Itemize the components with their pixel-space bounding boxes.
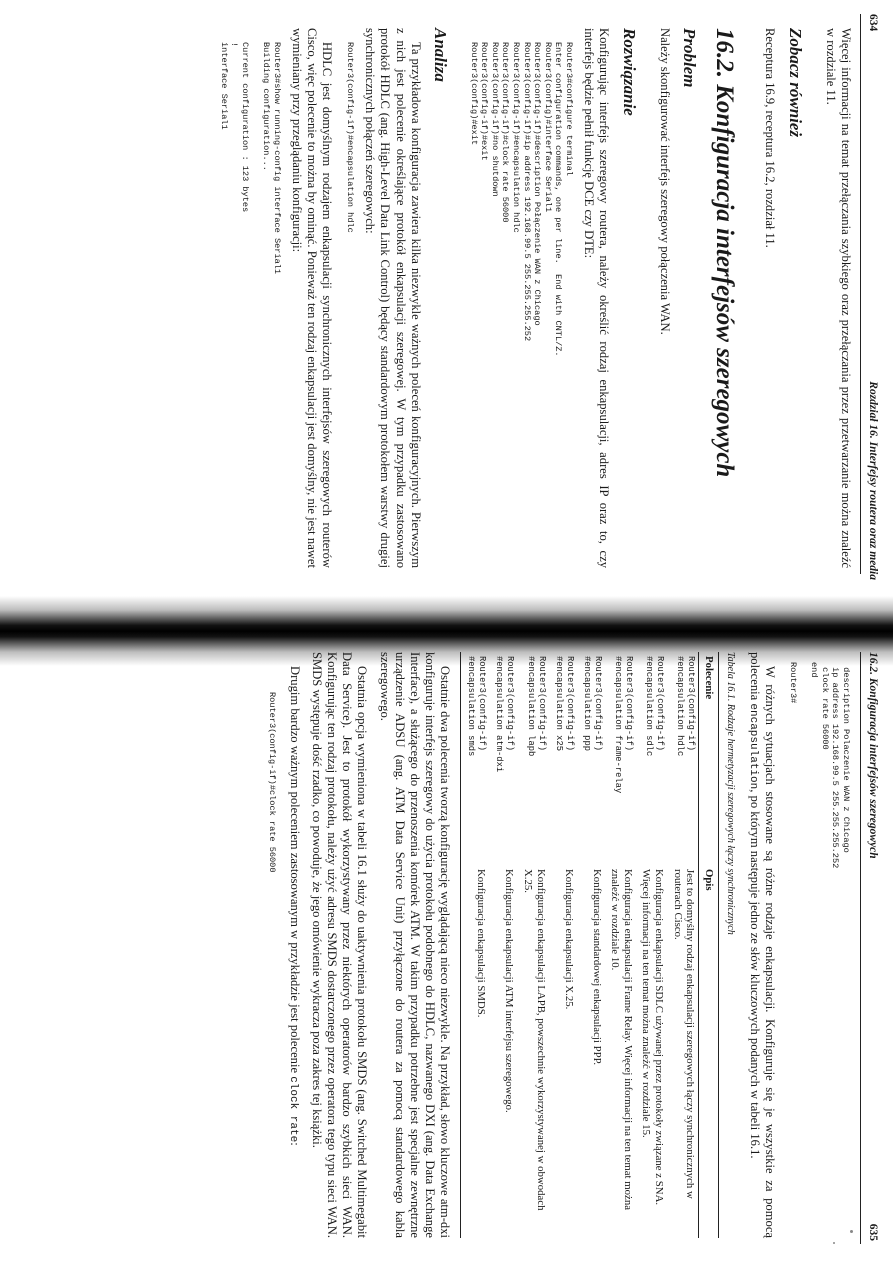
table-cell-description: Konfiguracja enkapsulacji X.25.: [562, 869, 575, 1010]
solution-text: Konfigurując interfejs szeregowy routera, należy określić rodzaj enkapsulacji, adres IP oraz to, czy interfejs będzie pełnił funkcję DCE czy DTE:: [582, 28, 612, 568]
right-page: [0, 640, 893, 1263]
table-cell-description: Konfiguracja enkapsulacji SMDS.: [461, 865, 490, 1238]
table-cell-description: Konfiguracja enkapsulacji SDLC używanej przez protokoły związane z SNA. Więcej informacji na ten temat można znaleźć w rozdziale 15.: [640, 869, 666, 1206]
table-header-command: Polecenie: [699, 652, 719, 865]
left-page-number: 634: [867, 14, 879, 32]
table-cell-description: Konfiguracja enkapsulacji LAPB, powszechnie wykorzystywanej w obwodach X.25.: [522, 869, 547, 1211]
table-header-row: [699, 652, 719, 1238]
analysis-code-2: Router3#show running-config interface Serial1 Building configuration... Current configuration : 123 bytes ! interface Serial1: [218, 42, 282, 275]
analysis-code-1: Router3(config-if)#encapsulation hdlc: [345, 42, 356, 233]
table-cell-command: Router3(config-if) #encapsulation sdlc: [644, 656, 666, 757]
right-paragraph-3: Ostatnia opcja wymieniona w tabeli 16.1 służy do uaktywnienia protokołu SMDS (ang. Switched Multimegabit Data Service). Jest to protokół wykorzystywany przez niektórych operatorów bardzo szybkich sieci WAN. Konfigurując ten rodzaj protokołu, należy użyć adresu SMDS dostarczonego przez operatora tego typu sieci WAN. SMDS występuje dość rzadko, co powoduje, że jego omówienie wykracza poza zakres tej książki.: [309, 652, 370, 1238]
table-cell-command: Router3(config-if) #encapsulation ppp: [581, 656, 603, 752]
problem-heading: Problem: [679, 28, 699, 88]
table-row: [517, 652, 548, 1238]
analysis-heading: Analiza: [431, 28, 451, 82]
table-cell-command: Router3(config-if) #encapsulation x25: [553, 656, 575, 752]
right-paragraph-4: Drugim bardzo ważnym poleceniem zastosowanym w przykładzie jest polecenie clock rate:: [286, 666, 302, 1146]
intro-paragraph: Więcej informacji na temat przełączania szybkiego oraz przełączania przez przetwarzanie można znaleźć w rozdziale 11.: [823, 28, 853, 568]
table-header-description: Opis: [699, 865, 719, 1238]
code-top: description Polaczenie WAN z Chicago ip address 192.168.99.5 255.255.255.252 clock rate 56000 end Router3#: [788, 662, 851, 869]
left-running-header: Rozdział 16. Interfejsy routera oraz media: [867, 381, 879, 580]
table-cell-command: Router3(config-if) #encapsulation hdlc: [675, 656, 697, 757]
scan-speck: [833, 1242, 835, 1244]
left-column: [208, 28, 853, 568]
table-cell-command: Router3(config-if) #encapsulation smds: [461, 652, 490, 865]
left-header-rule: [860, 14, 861, 574]
analysis-paragraph-1: Ta przykładowa konfiguracja zawiera kilka niezwykle ważnych poleceń konfiguracyjnych. Pierwszym z nich jest polecenie określające protokół enkapsulacji szeregowej. W tym przypadku zastosowano protokół HDLC (ang. High-Level Data Link Control) będący standardowym protokołem warstwy drugiej synchronicznych połączeń szeregowych:: [363, 28, 423, 568]
see-also-text: Receptura 16.9, receptura 16.2, rozdział 11.: [763, 28, 778, 248]
scan-speck: [850, 1230, 853, 1233]
encapsulation-table: [460, 652, 718, 1238]
problem-text: Należy skonfigurować interfejs szeregowy połączenia WAN.: [657, 28, 672, 335]
right-column: [257, 652, 857, 1238]
table-cell-description: Jest to domyślny rodzaj enkapsulacji szeregowych łączy synchronicznych w routerach Cisco.: [671, 869, 697, 1199]
table-row: [577, 652, 605, 1238]
table-row: [549, 652, 577, 1238]
table-cell-description: Konfiguracja enkapsulacji ATM interfejsu szeregowego.: [503, 869, 516, 1113]
table-row: [636, 652, 667, 1238]
table-cell-description: Konfiguracja standardowej enkapsulacji PPP.: [590, 869, 603, 1066]
table-row: [605, 652, 636, 1238]
right-page-number: 635: [867, 1223, 879, 1241]
right-paragraph-1: W różnych sytuacjach stosowane są różne rodzaje enkapsulacji. Konfiguruje się je wszystkie za pomocą polecenia encapsulation, po którym następuje jedno ze słów kluczowych podanych w tabeli 16.1.: [747, 652, 778, 1238]
code-bottom: Router3(config-if)#clock rate 56000: [267, 692, 278, 873]
table-row: [489, 652, 517, 1238]
right-header-rule: [860, 652, 861, 1244]
right-running-header: 16.2. Konfiguracja interfejsów szeregowych: [867, 652, 879, 859]
right-paragraph-2: Ostatnie dwa polecenia tworzą konfigurację wyglądającą nieco niezwykle. Na przykład, słowo kluczowe atm-dxi konfiguruje interfejs szeregowy do użycia protokołu podobnego do HDLC, nazwanego DXI (ang. Data Exchange Interface), a służącego do przenoszenia komórek ATM. W takim przypadku potrzebne jest specjalne zewnętrzne urządzenie ADSU (ang. ATM Data Service Unit) przyłączone do routera za pomocą standardowego kabla szeregowego.: [377, 652, 453, 1238]
analysis-paragraph-2: HDLC jest domyślnym rodzajem enkapsulacji synchronicznych interfejsów szeregowych routerów Cisco, więc polecenie to można by ominąć. Ponieważ ten rodzaj enkapsulacji jest domyślny, nie jest nawet wymieniany przy przeglądaniu konfiguracji:: [290, 28, 335, 568]
left-page: [0, 0, 893, 610]
table-cell-description: Konfiguracja enkapsulacji Frame Relay. Więcej informacji na ten temat można znaleźć w rozdziale 10.: [609, 869, 634, 1211]
solution-code: Router3#configure terminal Enter configuration commands, one per line. End with CNTL/Z. Router3(config)#interface Serial1 Router3(config-if)#description Połączenie WAN z Chicago Router3(config-if)#ip address 192.168.99.5 255.255.255.252 Router3(config-if)#encapsulation hdlc Router3(config-if)#clock rate 56000 Router3(config-if)#no shutdown Router3(config-if)#exit Router3(config)#exit: [468, 42, 574, 357]
section-title: 16.2. Konfiguracja interfejsów szeregowych: [711, 28, 739, 478]
table-row: [667, 652, 699, 1238]
see-also-heading: Zobacz również: [785, 28, 805, 138]
table-cell-command: Router3(config-if) #encapsulation frame-relay: [612, 656, 634, 794]
table-cell-command: Router3(config-if) #encapsulation lapb: [525, 656, 547, 757]
table-caption: Tabela 16.1. Rodzaje hermetyzacji szeregowych łączy synchronicznych: [725, 652, 737, 935]
table-row: [461, 652, 490, 1238]
solution-heading: Rozwiązanie: [619, 28, 639, 116]
table-cell-command: Router3(config-if) #encapsulation atm-dxi: [494, 656, 516, 773]
